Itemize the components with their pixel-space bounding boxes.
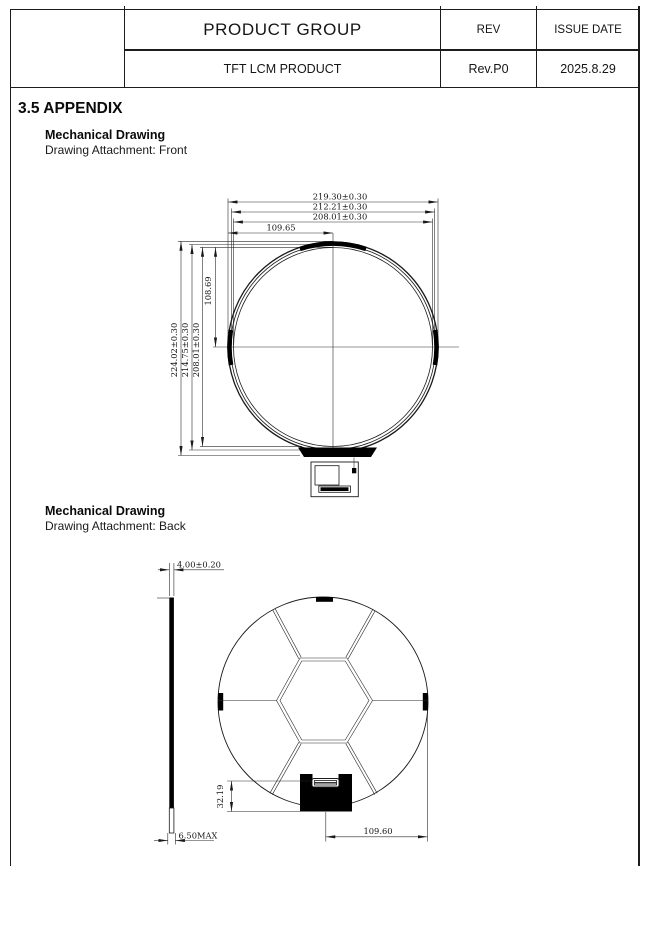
product-group-title: PRODUCT GROUP (203, 19, 362, 39)
front-dim-height-inner: 208.01±0.30 (190, 322, 201, 378)
appendix-title: 3.5 APPENDIX (18, 100, 123, 117)
front-extension-lines (178, 199, 438, 456)
back-side-profile (154, 563, 224, 845)
back-panel-outline (218, 597, 428, 807)
page-border-left (10, 9, 11, 866)
page-border-right (638, 6, 639, 866)
front-heading: Mechanical Drawing (45, 128, 166, 142)
front-dim-width-mid: 212.21±0.30 (312, 201, 368, 212)
product-name: TFT LCM PRODUCT (223, 61, 342, 76)
back-hexagon-pattern (219, 609, 428, 795)
front-bottom-connector (298, 448, 377, 497)
front-section-heading (45, 128, 187, 158)
back-dim-connector-height-lines (227, 781, 311, 812)
back-subheading: Drawing Attachment: Back (45, 519, 186, 533)
back-dim-connector-height: 32.19 (214, 784, 225, 809)
front-subheading: Drawing Attachment: Front (45, 143, 188, 157)
rev-value: Rev.P0 (468, 61, 509, 76)
back-heading: Mechanical Drawing (45, 504, 166, 518)
back-section-heading (45, 504, 186, 534)
front-dim-width-inner: 208.01±0.30 (312, 211, 368, 222)
front-dim-width-outer: 219.30±0.30 (312, 191, 368, 202)
front-dimension-lines (181, 202, 438, 456)
back-mechanical-drawing (140, 552, 462, 852)
issue-date-value: 2025.8.29 (560, 61, 616, 76)
back-connector-block (300, 774, 352, 812)
back-dim-connector-offset: 109.60 (363, 825, 393, 836)
header-bottom-border (10, 87, 639, 88)
front-dim-half-width: 109.65 (266, 222, 296, 233)
front-centerlines (213, 233, 459, 456)
back-dim-thickness: 4.00±0.20 (177, 559, 221, 570)
back-dim-max-thickness: 6.50MAX (178, 830, 218, 841)
issue-date-label: ISSUE DATE (554, 23, 622, 36)
front-dim-half-height: 108.69 (202, 276, 213, 306)
front-mechanical-drawing (160, 190, 470, 502)
rev-label: REV (476, 23, 501, 36)
front-dim-height-mid: 214.75±0.30 (179, 322, 190, 378)
front-dim-height-outer: 224.02±0.30 (168, 322, 179, 378)
